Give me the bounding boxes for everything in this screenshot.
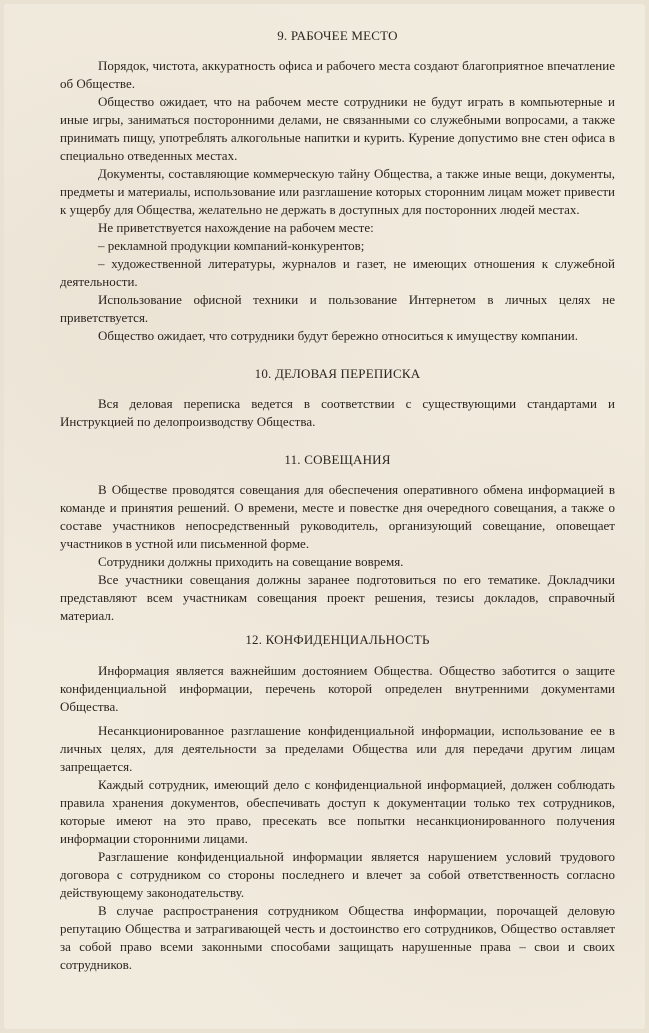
document-content	[60, 27, 615, 974]
section-title: 11. СОВЕЩАНИЯ	[284, 452, 391, 467]
section-title: 10. ДЕЛОВАЯ ПЕРЕПИСКА	[254, 366, 421, 381]
list-item: – художественной литературы, журналов и газет, не имеющих отношения к служебной деятельности.	[60, 256, 615, 289]
paragraph: Информация является важнейшим достоянием Общества. Общество заботится о защите конфиденциальной информации, перечень которой определен внутренними документами Общества.	[60, 663, 615, 714]
section-title: 9. РАБОЧЕЕ МЕСТО	[277, 28, 398, 43]
paragraph: Каждый сотрудник, имеющий дело с конфиденциальной информацией, должен соблюдать правила хранения документов, обеспечивать доступ к документации только тех сотрудников, которые имеют на это право, пресекать все попытки несанкционированного получения информации сторонними лицами.	[60, 777, 615, 846]
paragraph: Общество ожидает, что на рабочем месте сотрудники не будут играть в компьютерные и иные игры, заниматься посторонними делами, не связанными со служебными вопросами, а также принимать пищу, употреблять алкогольные напитки и курить. Курение допустимо вне стен офиса в специально отведенных местах.	[60, 94, 615, 163]
section-meetings	[60, 451, 615, 625]
page-edge-bottom	[0, 1027, 649, 1033]
paragraph: Несанкционированное разглашение конфиденциальной информации, использование ее в личных целях, для деятельности за пределами Общества или для передачи другим лицам запрещается.	[60, 723, 615, 774]
paragraph: Разглашение конфиденциальной информации является нарушением условий трудового договора с сотрудником со стороны последнего и влечет за собой ответственность согласно действующему законодательству.	[60, 849, 615, 900]
list-item: – рекламной продукции компаний-конкурентов;	[98, 238, 365, 253]
paragraph: Использование офисной техники и пользование Интернетом в личных целях не приветствуется.	[60, 292, 615, 325]
paragraph: Общество ожидает, что сотрудники будут бережно относиться к имуществу компании.	[98, 328, 579, 343]
paragraph: Порядок, чистота, аккуратность офиса и рабочего места создают благоприятное впечатление об Обществе.	[60, 58, 615, 91]
paragraph: Не приветствуется нахождение на рабочем месте:	[98, 220, 374, 235]
paragraph: В Обществе проводятся совещания для обеспечения оперативного обмена информацией в команде и принятия решений. О времени, месте и повестке дня очередного совещания, а также о составе участников непосредственный руководитель, организующий совещание, оповещает участников в устной или письменной форме.	[60, 482, 615, 551]
section-workplace	[60, 27, 615, 345]
paragraph: Сотрудники должны приходить на совещание вовремя.	[98, 554, 404, 569]
page-edge-top	[0, 0, 649, 6]
paragraph: Документы, составляющие коммерческую тайну Общества, а также иные вещи, документы, предметы и материалы, использование или разглашение которых сторонним лицам может привести к ущербу для Общества, желательно не держать в доступных для посторонних людей местах.	[60, 166, 615, 217]
section-business-correspondence	[60, 365, 615, 431]
paragraph: Вся деловая переписка ведется в соответствии с существующими стандартами и Инструкцией по делопроизводству Общества.	[60, 396, 615, 429]
section-title: 12. КОНФИДЕНЦИАЛЬНОСТЬ	[245, 632, 430, 647]
section-confidentiality	[60, 631, 615, 974]
paragraph: Все участники совещания должны заранее подготовиться по его тематике. Докладчики представляют всем участникам совещания проект решения, тезисы докладов, справочный материал.	[60, 572, 615, 623]
paragraph: В случае распространения сотрудником Общества информации, порочащей деловую репутацию Общества и затрагивающей честь и достоинство его сотрудников, Общество оставляет за собой право всеми законными способами защищать нарушенные права – свои и своих сотрудников.	[60, 903, 615, 972]
